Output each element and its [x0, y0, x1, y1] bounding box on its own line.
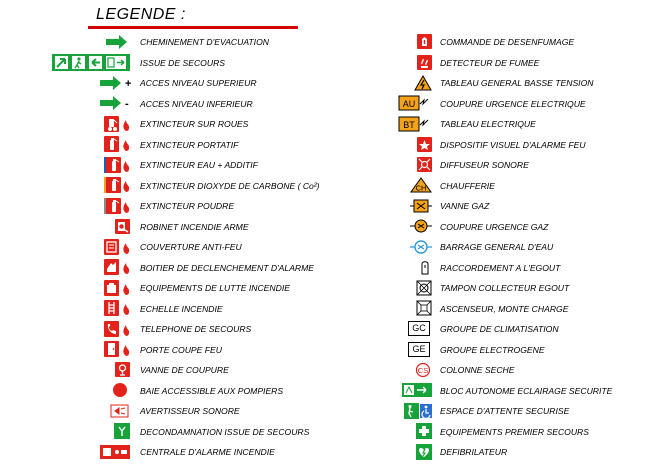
legend-label: ESPACE D'ATTENTE SECURISE — [440, 406, 570, 416]
legend-title: LEGENDE : — [96, 6, 186, 23]
emergency-power-cut-icon — [398, 95, 432, 112]
legend-label: EQUIPEMENTS PREMIER SECOURS — [440, 426, 589, 437]
legend-label: GROUPE ELECTROGENE — [440, 344, 545, 355]
right-legend-row — [0, 340, 662, 360]
right-legend-row — [0, 114, 662, 134]
icon-tag: GC — [408, 321, 430, 336]
right-legend-row — [0, 360, 662, 380]
legend-label: EXTINCTEUR DIOXYDE DE CARBONE ( Co²) — [140, 180, 320, 191]
defibrillator-icon — [416, 443, 432, 460]
water-main-icon — [410, 238, 432, 255]
air-conditioning-icon — [406, 320, 432, 337]
right-legend-row — [0, 73, 662, 93]
legend-label: DEFIBRILATEUR — [440, 447, 508, 457]
right-legend-row — [0, 94, 662, 114]
legend-label: ISSUE DE SECOURS — [140, 57, 226, 68]
legend-label: ACCES NIVEAU SUPERIEUR — [140, 78, 257, 88]
legend-label: ROBINET INCENDIE ARME — [140, 221, 249, 232]
high-voltage-icon — [414, 74, 432, 91]
legend-label: COLONNE SECHE — [440, 365, 515, 375]
svg-text:CS: CS — [417, 365, 429, 375]
legend-label: CHEMINEMENT D'EVACUATION — [140, 37, 269, 47]
legend-label: TELEPHONE DE SECOURS — [140, 324, 252, 334]
right-legend-row — [0, 442, 662, 462]
legend-label: BLOC AUTONOME ECLAIRAGE SECURITE — [440, 385, 613, 396]
legend-label: DECONDAMNATION ISSUE DE SECOURS — [140, 426, 310, 437]
svg-text:BT: BT — [403, 119, 415, 130]
legend-label: ECHELLE INCENDIE — [140, 303, 223, 314]
svg-text:-: - — [125, 98, 129, 110]
legend-label: COUVERTURE ANTI-FEU — [140, 242, 242, 252]
right-legend-row — [0, 196, 662, 216]
legend-label: BOITIER DE DECLENCHEMENT D'ALARME — [140, 262, 315, 273]
legend-label: PORTE COUPE FEU — [140, 344, 222, 355]
legend-label: TABLEAU ELECTRIQUE — [440, 119, 536, 129]
title-underline — [88, 26, 298, 29]
electrical-panel-icon — [398, 115, 432, 132]
legend-label: DISPOSITIF VISUEL D'ALARME FEU — [440, 139, 586, 150]
svg-text:+: + — [125, 77, 132, 90]
smoke-detector-icon — [417, 54, 432, 71]
legend-label: EXTINCTEUR POUDRE — [140, 201, 235, 211]
gas-valve-icon — [410, 197, 432, 214]
legend-label: BARRAGE GENERAL D'EAU — [440, 242, 554, 252]
legend-label: COMMANDE DE DESENFUMAGE — [440, 37, 575, 47]
right-legend-row — [0, 401, 662, 421]
right-legend-row — [0, 258, 662, 278]
icon-tag: GE — [408, 342, 429, 357]
legend-label: ASCENSEUR, MONTE CHARGE — [440, 303, 569, 314]
right-legend-row — [0, 53, 662, 73]
right-legend-row — [0, 237, 662, 257]
visual-alarm-icon — [417, 136, 432, 153]
svg-text:AU: AU — [402, 99, 416, 109]
legend-label: COUPURE URGENCE ELECTRIQUE — [440, 98, 586, 109]
sound-diffuser-icon — [417, 156, 432, 173]
right-legend-row — [0, 217, 662, 237]
legend-label: ACCES NIVEAU INFERIEUR — [140, 98, 253, 109]
legend-label: RACCORDEMENT A L'EGOUT — [440, 262, 561, 273]
legend-label: COUPURE URGENCE GAZ — [440, 221, 549, 232]
legend-label: VANNE GAZ — [440, 201, 490, 211]
sewer-manhole-icon — [416, 279, 432, 296]
legend-label: GROUPE DE CLIMATISATION — [440, 324, 559, 334]
legend-label: EXTINCTEUR EAU + ADDITIF — [140, 160, 258, 170]
emergency-lighting-icon — [402, 382, 432, 399]
right-legend-row — [0, 381, 662, 401]
right-legend-row — [0, 319, 662, 339]
right-legend-row — [0, 135, 662, 155]
legend-label: CENTRALE D'ALARME INCENDIE — [140, 447, 275, 457]
right-legend-row — [0, 278, 662, 298]
sewer-connection-icon — [418, 259, 432, 276]
legend-label: EXTINCTEUR SUR ROUES — [140, 119, 249, 129]
boiler-room-icon — [410, 177, 432, 194]
right-legend-row — [0, 32, 662, 52]
elevator-icon — [416, 300, 432, 317]
legend-label: DIFFUSEUR SONORE — [440, 160, 529, 170]
legend-label: TAMPON COLLECTEUR EGOUT — [440, 283, 570, 293]
dry-riser-icon — [414, 361, 432, 378]
svg-text:CH: CH — [415, 183, 427, 193]
first-aid-icon — [416, 423, 432, 440]
generator-icon — [406, 341, 432, 358]
right-legend-row — [0, 422, 662, 442]
safe-waiting-area-icon — [404, 402, 432, 419]
legend-label: TABLEAU GENERAL BASSE TENSION — [440, 78, 594, 88]
legend-label: VANNE DE COUPURE — [140, 365, 229, 375]
gas-emergency-cut-icon — [410, 218, 432, 235]
legend-label: BAIE ACCESSIBLE AUX POMPIERS — [140, 385, 284, 396]
legend-label: EXTINCTEUR PORTATIF — [140, 139, 239, 150]
legend-label: EQUIPEMENTS DE LUTTE INCENDIE — [140, 283, 290, 293]
right-legend-row — [0, 155, 662, 175]
legend-label: DETECTEUR DE FUMEE — [440, 57, 540, 68]
right-legend-row — [0, 176, 662, 196]
legend-label: CHAUFFERIE — [440, 180, 495, 191]
right-legend-row — [0, 299, 662, 319]
smoke-control-icon — [417, 33, 432, 50]
legend-label: AVERTISSEUR SONORE — [140, 406, 240, 416]
